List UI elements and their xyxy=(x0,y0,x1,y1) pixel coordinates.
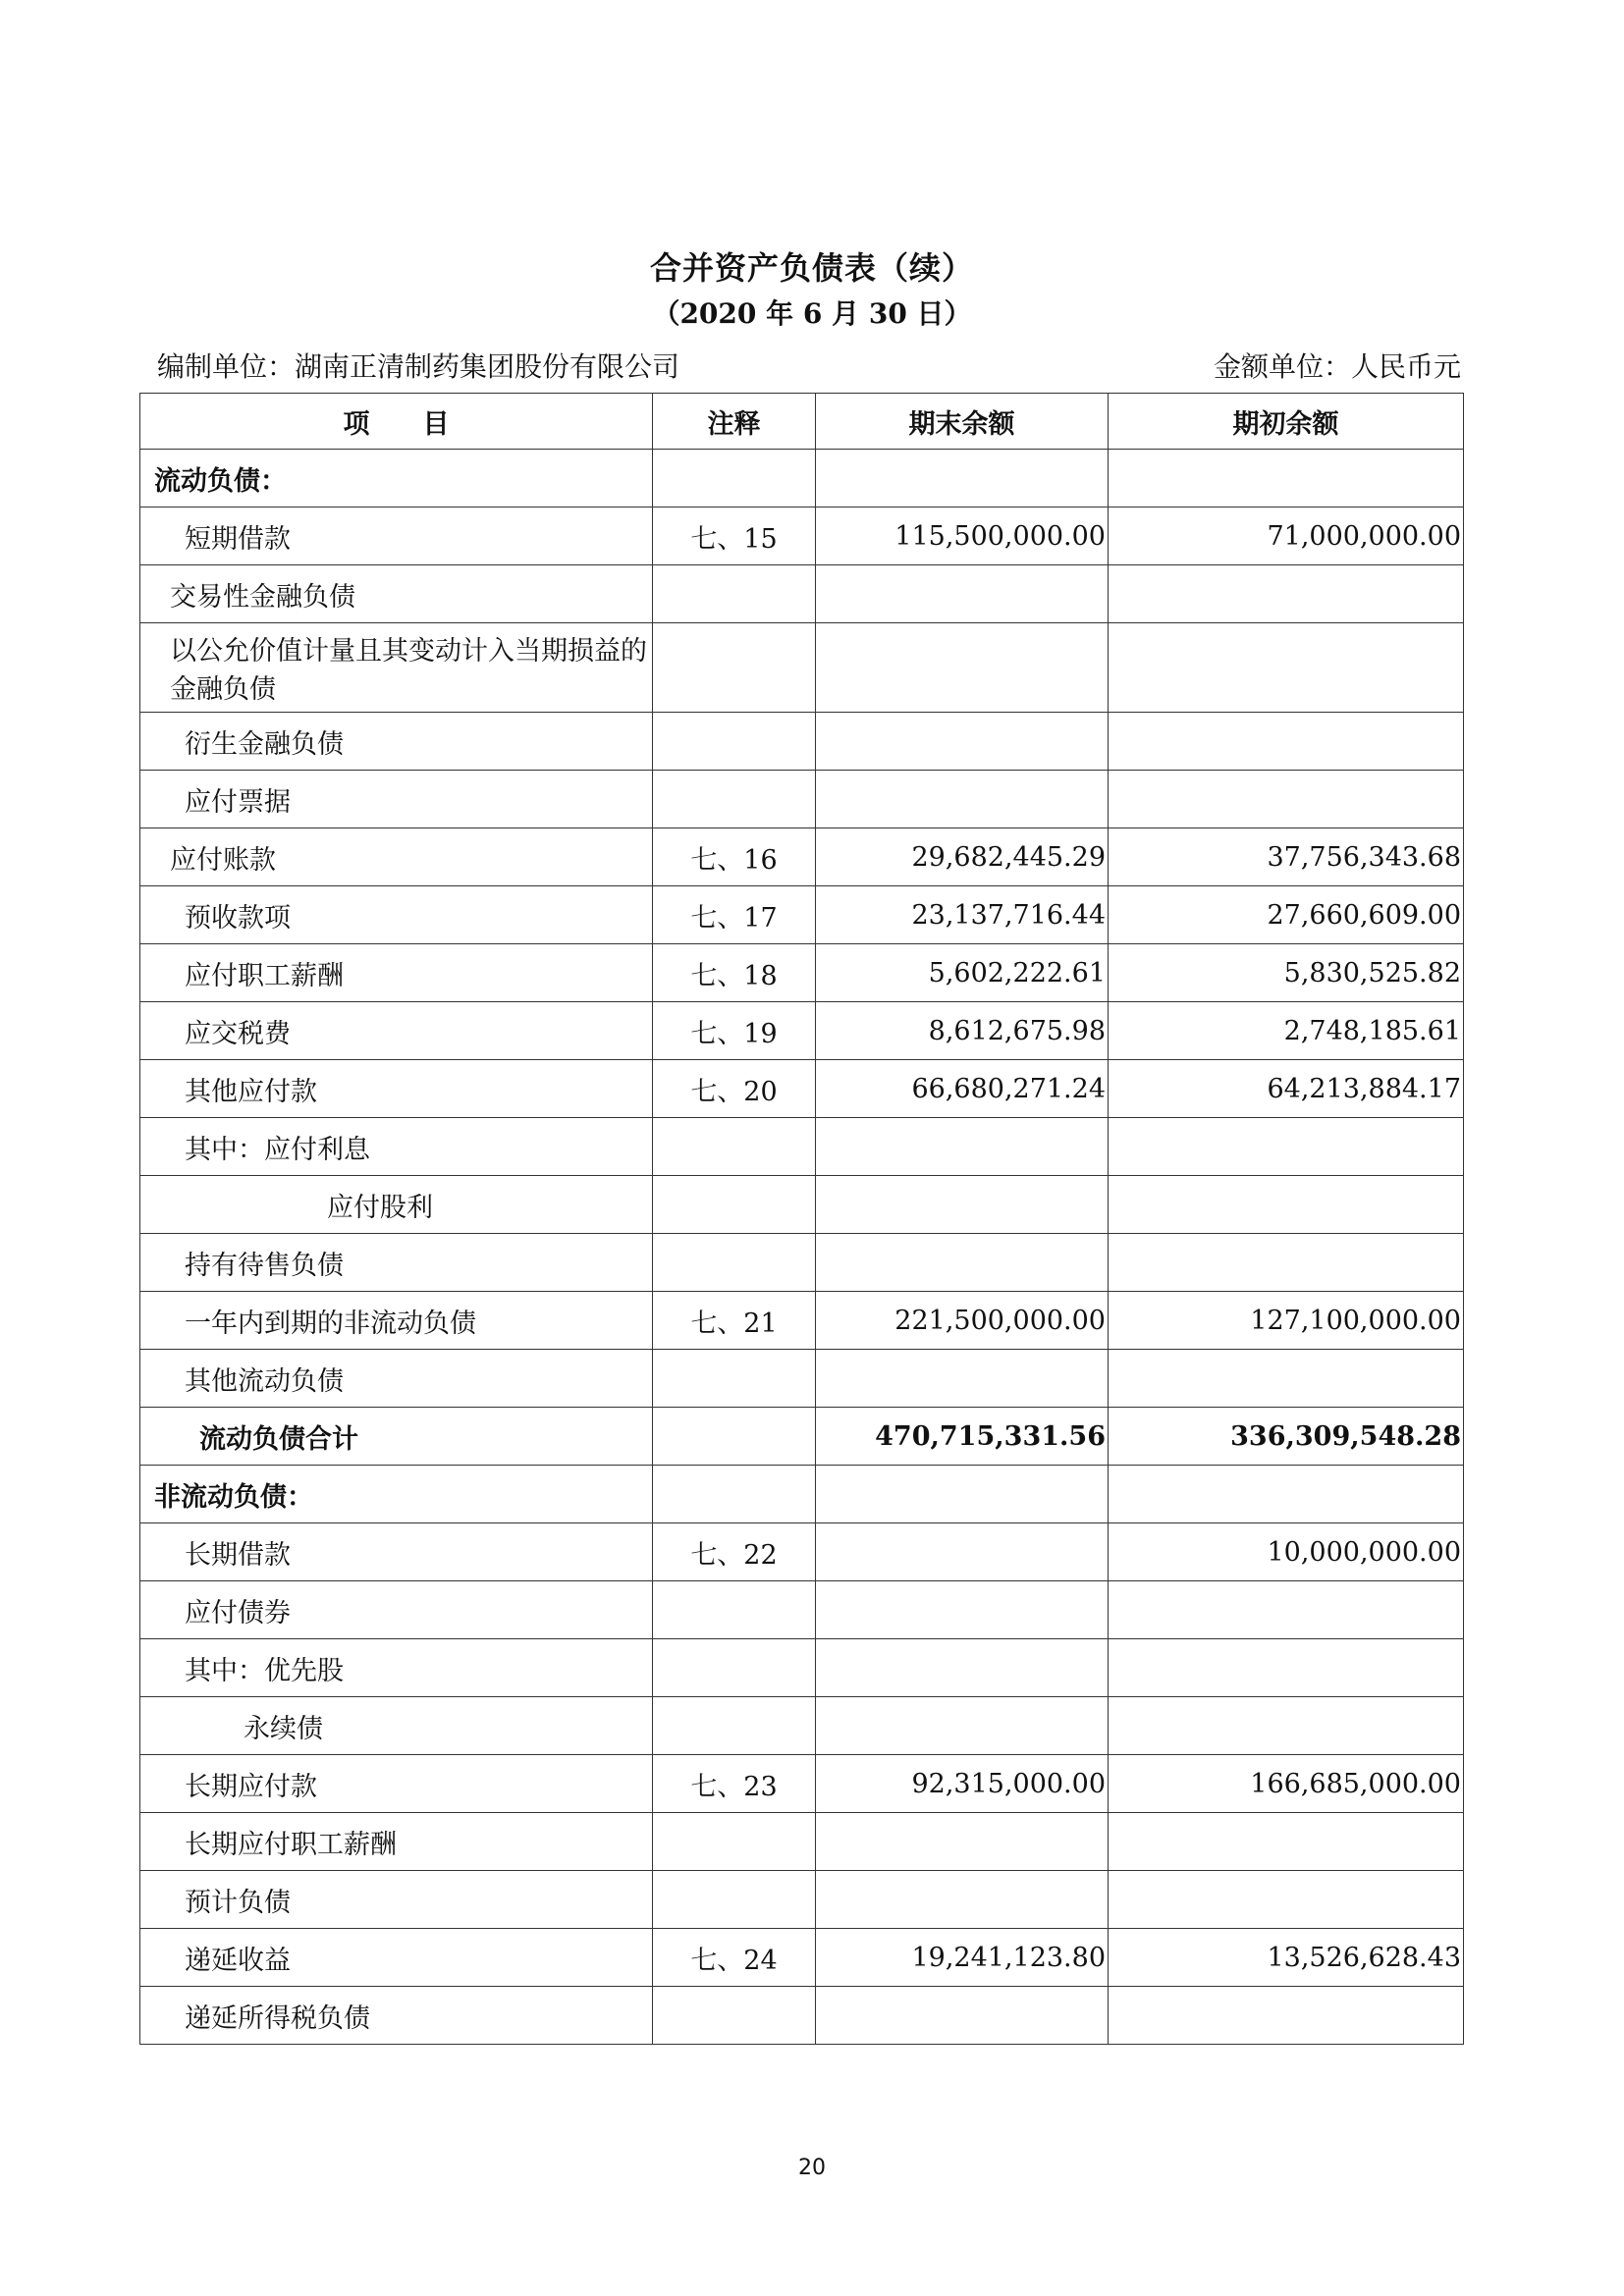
item-cell: 交易性金融负债 xyxy=(140,565,653,623)
begin-balance-cell xyxy=(1109,1697,1464,1755)
begin-balance-cell xyxy=(1109,450,1464,507)
item-cell: 流动负债合计 xyxy=(140,1408,653,1466)
item-cell: 其他流动负债 xyxy=(140,1350,653,1408)
table-row xyxy=(140,1234,1464,1292)
item-cell: 长期借款 xyxy=(140,1523,653,1581)
begin-balance-cell xyxy=(1109,1987,1464,2045)
end-balance-cell: 19,241,123.80 xyxy=(816,1929,1109,1987)
end-balance-cell xyxy=(816,1987,1109,2045)
note-cell xyxy=(653,1118,816,1176)
section-row xyxy=(140,450,1464,507)
table-row xyxy=(140,1176,1464,1234)
end-balance-cell xyxy=(816,1118,1109,1176)
note-cell xyxy=(653,771,816,828)
note-cell: 七、22 xyxy=(653,1523,816,1581)
begin-balance-cell xyxy=(1109,771,1464,828)
item-cell: 应交税费 xyxy=(140,1002,653,1060)
begin-balance-cell xyxy=(1109,1871,1464,1929)
item-cell: 持有待售负债 xyxy=(140,1234,653,1292)
header-note: 注释 xyxy=(653,394,816,450)
table-body xyxy=(140,450,1464,2045)
header-end-balance: 期末余额 xyxy=(816,394,1109,450)
note-cell: 七、16 xyxy=(653,828,816,886)
item-cell: 应付债券 xyxy=(140,1581,653,1639)
item-cell: 递延所得税负债 xyxy=(140,1987,653,2045)
item-cell: 一年内到期的非流动负债 xyxy=(140,1292,653,1350)
note-cell xyxy=(653,1350,816,1408)
item-cell: 流动负债： xyxy=(140,450,653,507)
begin-balance-cell xyxy=(1109,1118,1464,1176)
table-row xyxy=(140,828,1464,886)
table-row xyxy=(140,1118,1464,1176)
item-cell: 应付票据 xyxy=(140,771,653,828)
table-row xyxy=(140,1987,1464,2045)
table-row xyxy=(140,1871,1464,1929)
item-cell: 应付账款 xyxy=(140,828,653,886)
note-cell xyxy=(653,623,816,713)
table-row xyxy=(140,1697,1464,1755)
begin-balance-cell: 336,309,548.28 xyxy=(1109,1408,1464,1466)
end-balance-cell xyxy=(816,1234,1109,1292)
item-cell: 长期应付款 xyxy=(140,1755,653,1813)
note-cell xyxy=(653,1987,816,2045)
section-row xyxy=(140,1466,1464,1523)
table-row xyxy=(140,771,1464,828)
end-balance-cell xyxy=(816,771,1109,828)
report-date: （2020 年 6 月 30 日） xyxy=(652,297,972,330)
note-cell: 七、24 xyxy=(653,1929,816,1987)
end-balance-cell xyxy=(816,565,1109,623)
item-cell: 其中：应付利息 xyxy=(140,1118,653,1176)
end-balance-cell xyxy=(816,1697,1109,1755)
begin-balance-cell: 37,756,343.68 xyxy=(1109,828,1464,886)
end-balance-cell: 8,612,675.98 xyxy=(816,1002,1109,1060)
table-row xyxy=(140,944,1464,1002)
table-row xyxy=(140,1929,1464,1987)
begin-balance-cell xyxy=(1109,623,1464,713)
note-cell xyxy=(653,1466,816,1523)
begin-balance-cell: 10,000,000.00 xyxy=(1109,1523,1464,1581)
table-row xyxy=(140,1755,1464,1813)
begin-balance-cell: 5,830,525.82 xyxy=(1109,944,1464,1002)
item-cell: 衍生金融负债 xyxy=(140,713,653,771)
table-header-row xyxy=(140,394,1464,450)
end-balance-cell xyxy=(816,1639,1109,1697)
begin-balance-cell xyxy=(1109,1813,1464,1871)
item-cell: 其中：优先股 xyxy=(140,1639,653,1697)
table-row xyxy=(140,507,1464,565)
end-balance-cell xyxy=(816,1350,1109,1408)
item-cell: 递延收益 xyxy=(140,1929,653,1987)
note-cell xyxy=(653,1639,816,1697)
item-cell: 应付股利 xyxy=(140,1176,653,1234)
table-row xyxy=(140,713,1464,771)
begin-balance-cell: 13,526,628.43 xyxy=(1109,1929,1464,1987)
page-number: 20 xyxy=(798,2156,826,2180)
end-balance-cell xyxy=(816,1466,1109,1523)
end-balance-cell: 115,500,000.00 xyxy=(816,507,1109,565)
header-begin-balance: 期初余额 xyxy=(1109,394,1464,450)
end-balance-cell: 221,500,000.00 xyxy=(816,1292,1109,1350)
table-row xyxy=(140,1292,1464,1350)
item-cell: 应付职工薪酬 xyxy=(140,944,653,1002)
begin-balance-cell: 2,748,185.61 xyxy=(1109,1002,1464,1060)
end-balance-cell xyxy=(816,1871,1109,1929)
end-balance-cell: 470,715,331.56 xyxy=(816,1408,1109,1466)
currency-unit: 金额单位：人民币元 xyxy=(1213,350,1461,383)
item-cell: 非流动负债： xyxy=(140,1466,653,1523)
item-cell: 其他应付款 xyxy=(140,1060,653,1118)
item-cell: 永续债 xyxy=(140,1697,653,1755)
note-cell xyxy=(653,713,816,771)
end-balance-cell xyxy=(816,1523,1109,1581)
begin-balance-cell: 166,685,000.00 xyxy=(1109,1755,1464,1813)
compiling-entity: 编制单位：湖南正清制药集团股份有限公司 xyxy=(157,350,680,383)
begin-balance-cell xyxy=(1109,1581,1464,1639)
note-cell: 七、21 xyxy=(653,1292,816,1350)
begin-balance-cell xyxy=(1109,1350,1464,1408)
table-row xyxy=(140,1350,1464,1408)
table-row xyxy=(140,1581,1464,1639)
table-row xyxy=(140,623,1464,713)
note-cell: 七、23 xyxy=(653,1755,816,1813)
end-balance-cell: 29,682,445.29 xyxy=(816,828,1109,886)
page-title: 合并资产负债表（续） xyxy=(649,249,974,287)
begin-balance-cell: 64,213,884.17 xyxy=(1109,1060,1464,1118)
table-row xyxy=(140,1639,1464,1697)
begin-balance-cell xyxy=(1109,1234,1464,1292)
end-balance-cell xyxy=(816,1176,1109,1234)
item-cell: 短期借款 xyxy=(140,507,653,565)
table-row xyxy=(140,1002,1464,1060)
end-balance-cell xyxy=(816,1813,1109,1871)
item-cell: 预收款项 xyxy=(140,886,653,944)
begin-balance-cell xyxy=(1109,565,1464,623)
end-balance-cell xyxy=(816,713,1109,771)
begin-balance-cell: 127,100,000.00 xyxy=(1109,1292,1464,1350)
note-cell xyxy=(653,565,816,623)
note-cell: 七、17 xyxy=(653,886,816,944)
begin-balance-cell xyxy=(1109,1176,1464,1234)
begin-balance-cell xyxy=(1109,1466,1464,1523)
note-cell xyxy=(653,1581,816,1639)
end-balance-cell: 23,137,716.44 xyxy=(816,886,1109,944)
end-balance-cell: 5,602,222.61 xyxy=(816,944,1109,1002)
table-row xyxy=(140,886,1464,944)
note-cell xyxy=(653,1176,816,1234)
end-balance-cell xyxy=(816,623,1109,713)
note-cell: 七、18 xyxy=(653,944,816,1002)
note-cell xyxy=(653,1813,816,1871)
end-balance-cell xyxy=(816,1581,1109,1639)
begin-balance-cell: 71,000,000.00 xyxy=(1109,507,1464,565)
item-cell: 长期应付职工薪酬 xyxy=(140,1813,653,1871)
item-cell: 预计负债 xyxy=(140,1871,653,1929)
note-cell xyxy=(653,1871,816,1929)
note-cell: 七、20 xyxy=(653,1060,816,1118)
begin-balance-cell xyxy=(1109,713,1464,771)
table-row xyxy=(140,1813,1464,1871)
end-balance-cell: 66,680,271.24 xyxy=(816,1060,1109,1118)
note-cell: 七、19 xyxy=(653,1002,816,1060)
note-cell: 七、15 xyxy=(653,507,816,565)
table-row xyxy=(140,1060,1464,1118)
table-row xyxy=(140,565,1464,623)
table-row xyxy=(140,1523,1464,1581)
note-cell xyxy=(653,1408,816,1466)
balance-sheet-table xyxy=(139,393,1464,2045)
end-balance-cell: 92,315,000.00 xyxy=(816,1755,1109,1813)
note-cell xyxy=(653,450,816,507)
header-item: 项 目 xyxy=(140,394,653,450)
note-cell xyxy=(653,1234,816,1292)
total-row xyxy=(140,1408,1464,1466)
note-cell xyxy=(653,1697,816,1755)
begin-balance-cell: 27,660,609.00 xyxy=(1109,886,1464,944)
item-cell: 以公允价值计量且其变动计入当期损益的金融负债 xyxy=(140,623,653,713)
begin-balance-cell xyxy=(1109,1639,1464,1697)
end-balance-cell xyxy=(816,450,1109,507)
